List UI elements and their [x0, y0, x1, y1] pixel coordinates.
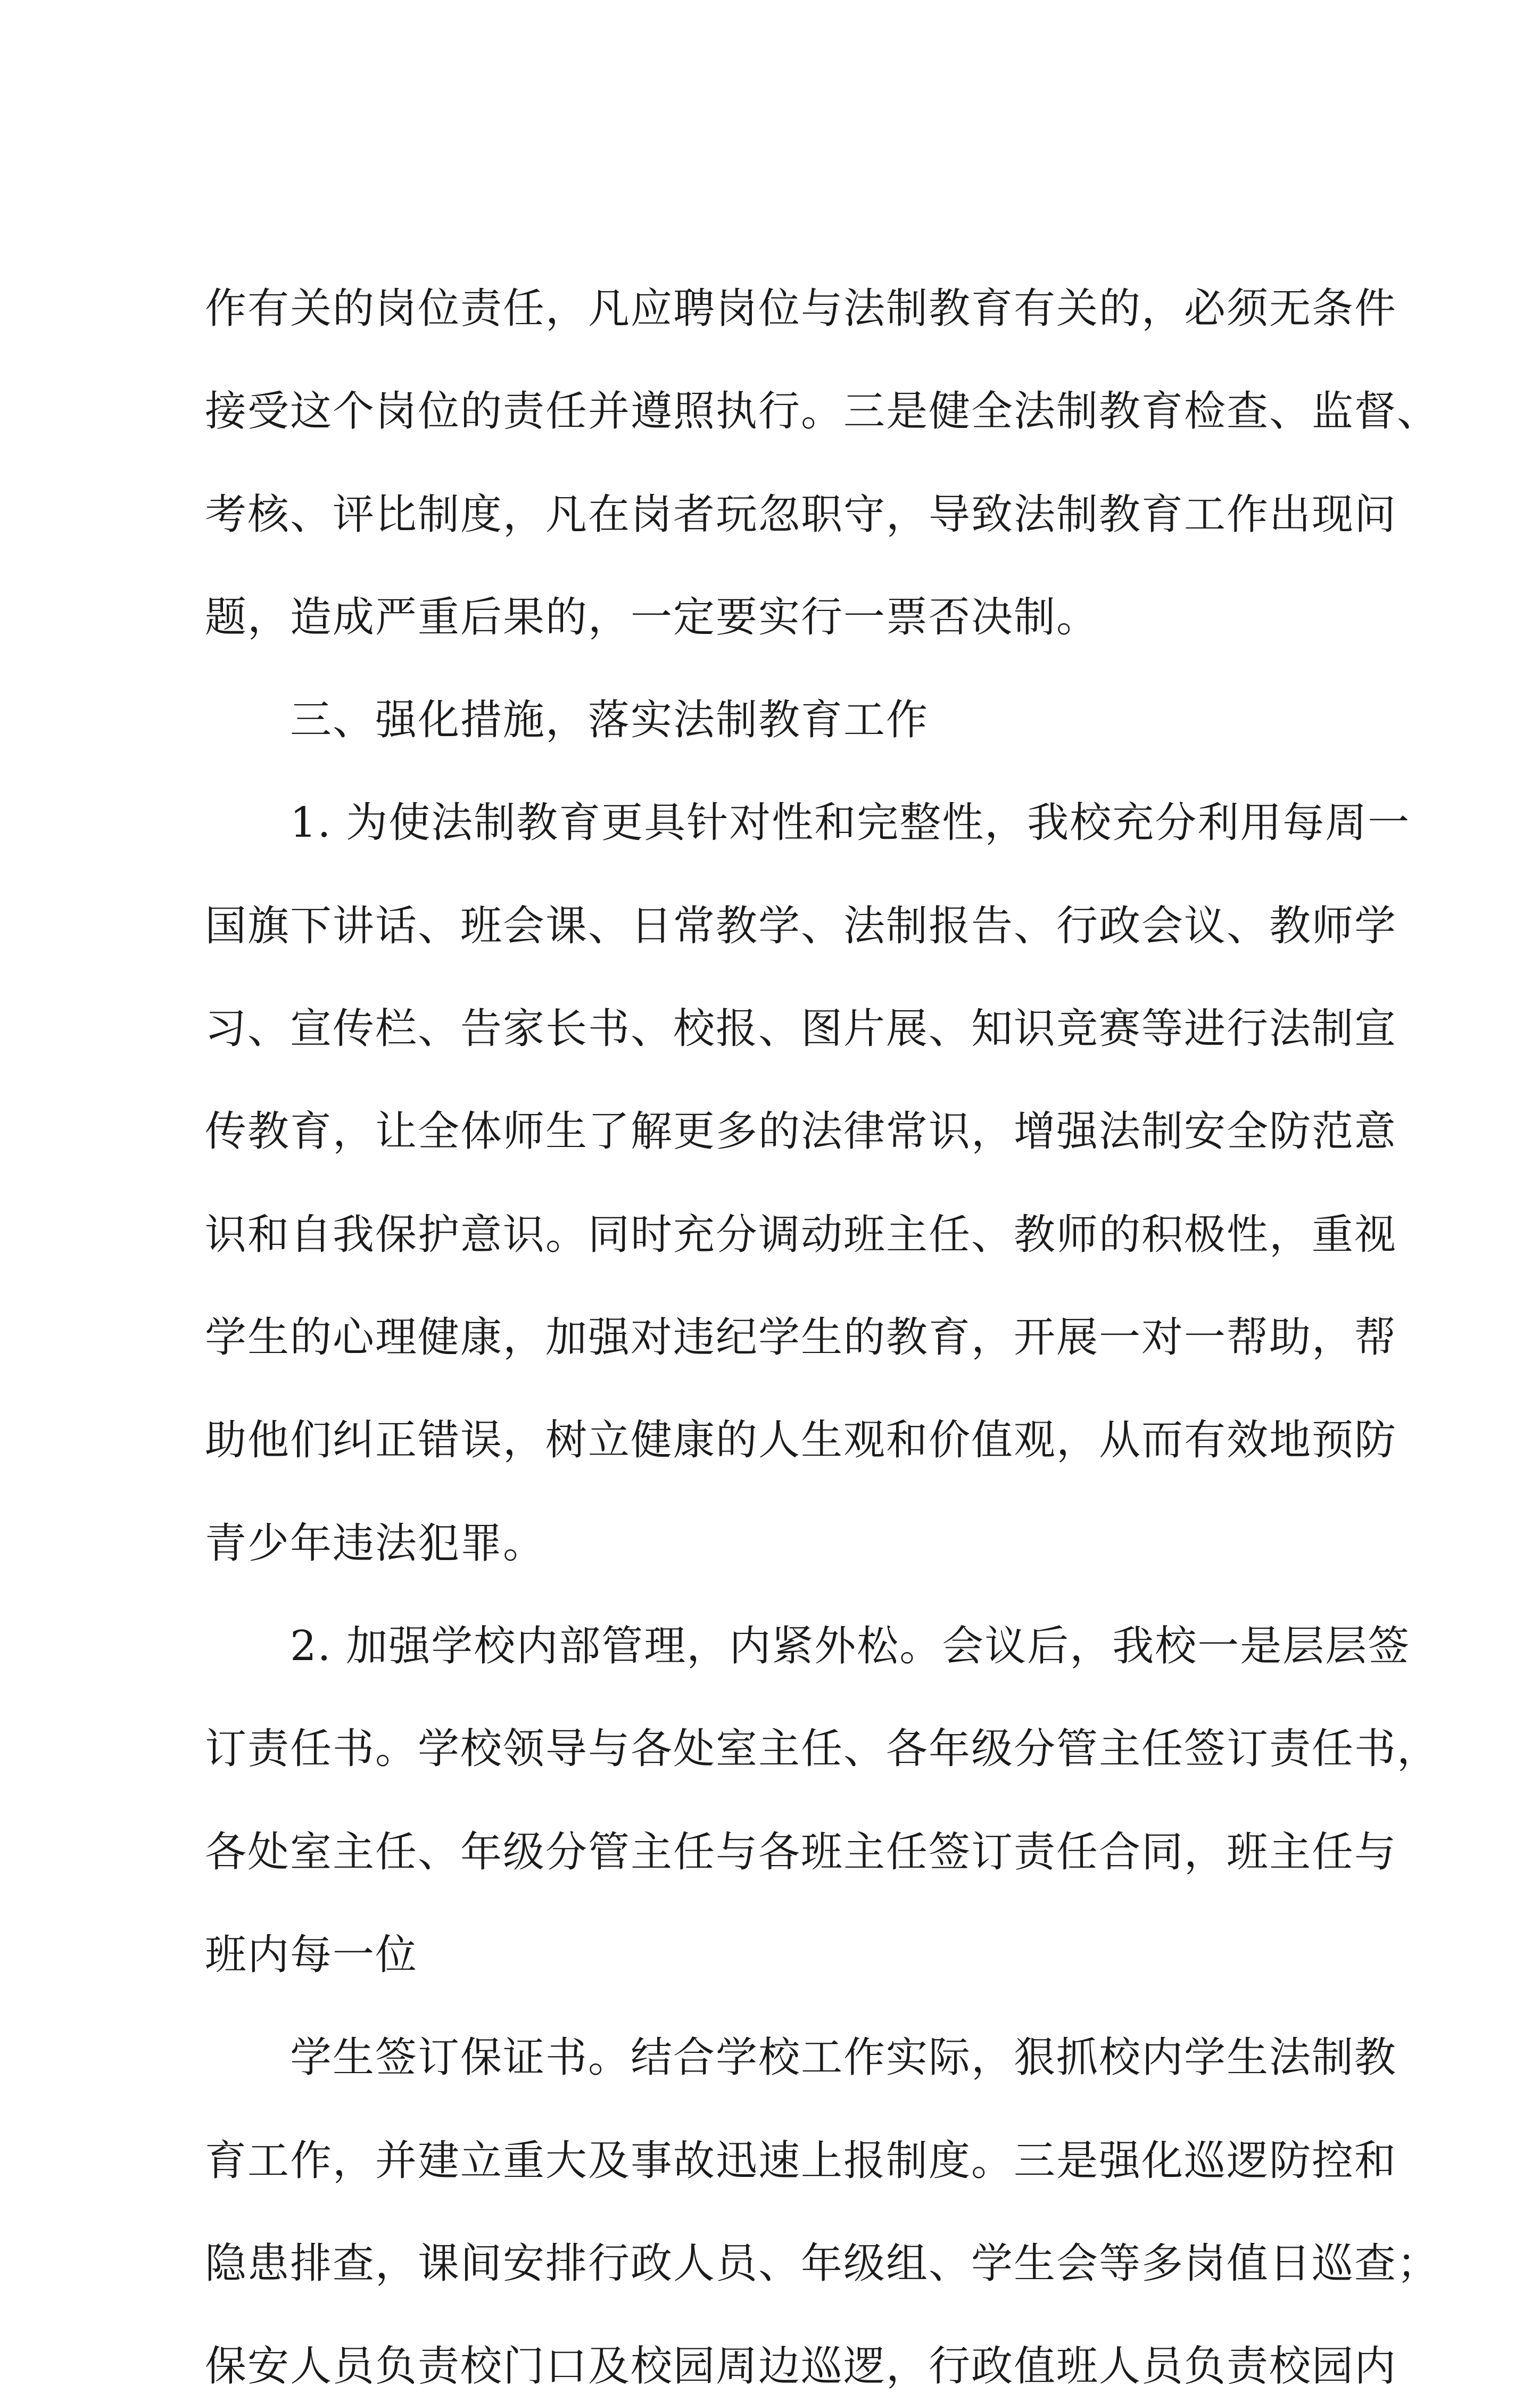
text-line: 青少年违法犯罪。: [205, 1520, 546, 1567]
text-line: 传教育，让全体师生了解更多的法律常识，增强法制安全防范意: [205, 1108, 1397, 1156]
text-line: 识和自我保护意识。同时充分调动班主任、教师的积极性，重视: [205, 1211, 1397, 1259]
paragraph-start-line: 2. 加强学校内部管理，内紧外松。会议后，我校一是层层签: [290, 1622, 1411, 1670]
text-line: 习、宣传栏、告家长书、校报、图片展、知识竞赛等进行法制宣: [205, 1005, 1397, 1053]
text-line: 保安人员负责校门口及校园周边巡逻，行政值班人员负责校园内: [205, 2342, 1397, 2390]
text-line: 接受这个岗位的责任并遵照执行。三是健全法制教育检查、监督、: [205, 387, 1440, 435]
text-line: 各处室主任、年级分管主任与各班主任签订责任合同，班主任与: [205, 1828, 1397, 1876]
text-line: 国旗下讲话、班会课、日常教学、法制报告、行政会议、教师学: [205, 902, 1397, 950]
paragraph-start-line: 学生签订保证书。结合学校工作实际，狠抓校内学生法制教: [290, 2034, 1397, 2082]
section-heading: 三、强化措施，落实法制教育工作: [290, 696, 929, 744]
text-line: 题，造成严重后果的，一定要实行一票否决制。: [205, 593, 1099, 641]
text-line: 隐患排查，课间安排行政人员、年级组、学生会等多岗值日巡查；: [205, 2240, 1440, 2288]
text-line: 育工作，并建立重大及事故迅速上报制度。三是强化巡逻防控和: [205, 2137, 1397, 2185]
text-line: 助他们纠正错误，树立健康的人生观和价值观，从而有效地预防: [205, 1416, 1397, 1464]
text-line: 订责任书。学校领导与各处室主任、各年级分管主任签订责任书，: [205, 1725, 1440, 1773]
text-line: 考核、评比制度，凡在岗者玩忽职守，导致法制教育工作出现问: [205, 491, 1397, 539]
paragraph-start-line: 1. 为使法制教育更具针对性和完整性，我校充分利用每周一: [290, 799, 1411, 847]
text-line: 班内每一位: [205, 1931, 418, 1979]
text-line: 学生的心理健康，加强对违纪学生的教育，开展一对一帮助，帮: [205, 1314, 1397, 1361]
text-line: 作有关的岗位责任，凡应聘岗位与法制教育有关的，必须无条件: [205, 285, 1397, 333]
